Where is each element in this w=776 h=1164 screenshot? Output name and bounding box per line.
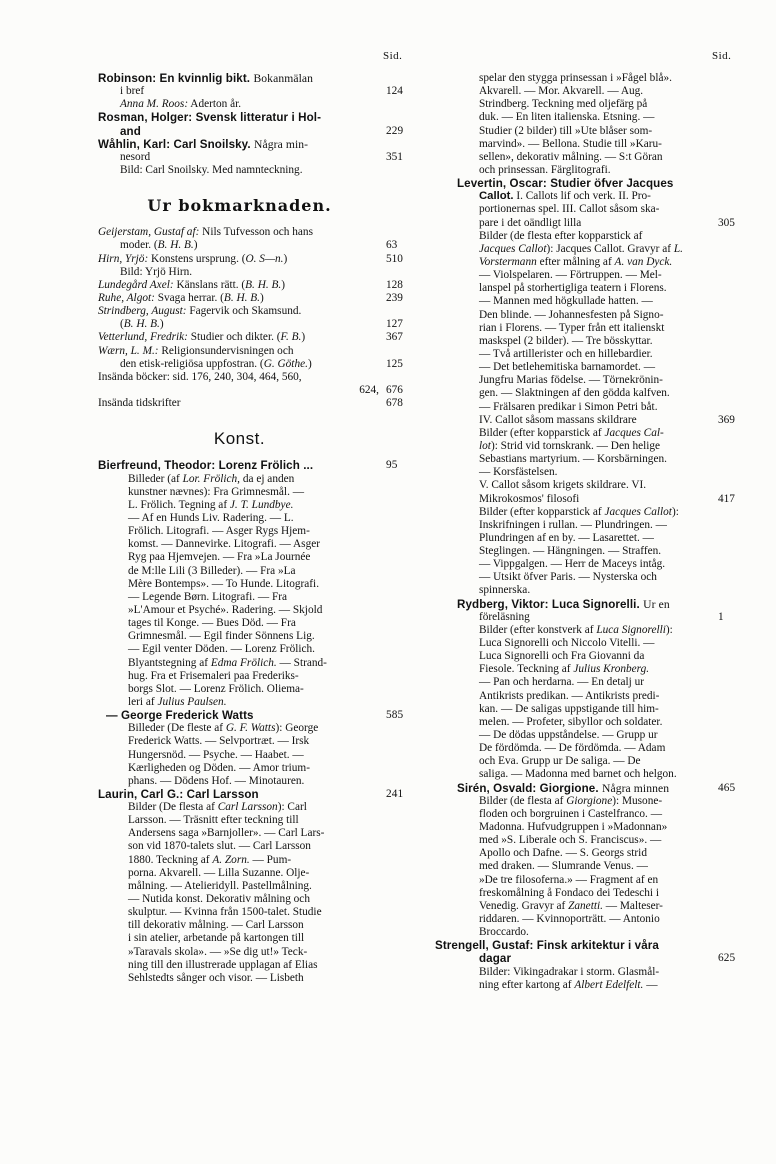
entry-line: Kærligheden og Döden. — Amor trium- (128, 761, 310, 774)
entry-line: och Eva. Grupp ur De saliga. — De (479, 755, 641, 768)
entry-line: son vid 1870-talets slut. — Carl Larsson (128, 840, 311, 853)
entry-line: Antikrists predikan. — Antikrists predi- (479, 689, 660, 702)
entry-line: maskspel (2 bilder). — Tre bösskyttar. (479, 334, 653, 347)
entry-line: portionernas spel. III. Callot såsom ska- (479, 203, 660, 216)
entry-line: freskomålning å Fondaco dei Tedeschi i (479, 886, 660, 899)
entry-line: moder. (B. H. B.) 63 (120, 239, 398, 252)
entry-line: Jungfru Marias födelse. — Törnekrönin- (479, 374, 663, 387)
entry-line: Ryg paa Hjemvejen. — Fra »La Journée (128, 551, 311, 564)
entry-line: Luca Signorelli och Fra Giovanni da (479, 650, 645, 663)
entry-line: Bilder (efter kopparstick af Jacques Callot): (479, 505, 679, 518)
entry-line: Billeder (af Lor. Frölich, da ej anden (128, 472, 295, 485)
entry-line: Steglingen. — Hängningen. — Straffen. (479, 545, 662, 558)
entry-line: Hirn, Yrjö: Konstens ursprung. (O. S—n.) 510 (98, 252, 403, 265)
page-number: 128 (386, 278, 403, 291)
entry-line: Mikrokosmos' filosofi 417 (479, 492, 735, 505)
entry-line: Bilder: Vikingadrakar i storm. Glasmål- (479, 965, 660, 978)
entry-line: gen. — Slaktningen af den gödda kalfven. (479, 387, 670, 400)
page-number: 239 (386, 291, 403, 304)
entry-line: 624, 676 (359, 383, 403, 396)
entry-heading: Rydberg, Viktor: Luca Signorelli. Ur en (457, 597, 670, 611)
entry-line: skulptur. — Kvinna från 1500-talet. Studie (128, 906, 322, 919)
page-number: 351 (386, 150, 403, 163)
entry-line: — Legende Børn. Litografi. — Fra (128, 590, 288, 603)
entry-line: sellen», dekorativ målning. — S:t Göran (479, 150, 663, 163)
entry-line: målning. — Atelieridyll. Pastellmålning. (128, 879, 312, 892)
entry-line: Geijerstam, Gustaf af: Nils Tufvesson och hans (98, 226, 313, 239)
entry-line: föreläsning 1 (479, 610, 724, 623)
entry-line: Anna M. Roos: Aderton år. (120, 98, 242, 111)
entry-line: Bild: Yrjö Hirn. (120, 265, 193, 278)
entry-line: phans. — Dödens Hof. — Minotauren. (128, 774, 305, 787)
entry-heading: Sirén, Osvald: Giorgione. Några minnen 465 (457, 781, 736, 795)
entry-line: — Frälsaren predikar i Simon Petri båt. (479, 400, 658, 413)
entry-line: Akvarell. — Mor. Akvarell. — Aug. (479, 85, 644, 98)
entry-line: Frederick Watts. — Selvportræt. — Irsk (128, 735, 310, 748)
entry-line: Grimnesmål. — Egil finder Sönnens Lig. (128, 630, 315, 643)
entry-line: Callot. I. Callots lif och verk. II. Pro- (479, 190, 651, 203)
entry-line: — Violspelaren. — Förtruppen. — Mel- (479, 269, 662, 282)
entry-line: Frölich. Litografi. — Asger Rygs Hjem- (128, 525, 310, 538)
entry-line: Ruhe, Algot: Svaga herrar. (B. H. B.) 239 (98, 291, 403, 304)
entry-line: Bilder (de flesta af Giorgione): Musone- (479, 794, 663, 807)
entry-line: Mère Bontemps». — To Hunde. Litografi. (128, 577, 320, 590)
entry-line: Bild: Carl Snoilsky. Med namnteckning. (120, 163, 303, 176)
page-number: 676 (386, 383, 403, 396)
entry-line: (B. H. B.) 127 (120, 318, 403, 331)
entry-line: Bilder (efter konstverk af Luca Signorelli): (479, 623, 673, 636)
entry-line: komst. — Dannevirke. Litografi. — Asger (128, 538, 321, 551)
entry-heading: Wåhlin, Karl: Carl Snoilsky. Några min- (98, 137, 309, 151)
entry-line: Madonna. Hufvudgruppen i »Madonnan» (479, 821, 668, 834)
entry-line: Wærn, L. M.: Religionsundervisningen och (98, 344, 294, 357)
entry-line: Venedig. Gravyr af Zanetti. — Malteser- (479, 899, 663, 912)
entry-heading: Robinson: En kvinnlig bikt. Bokanmälan (98, 72, 314, 85)
page-number: 369 (718, 413, 735, 426)
entry-line: nesord 351 (120, 150, 403, 163)
entry-line: Plundringen af en by. — Lasarettet. — (479, 531, 654, 544)
page-number: 125 (386, 357, 403, 370)
entry-line: till dekorativ målning. — Carl Larsson (128, 919, 304, 932)
entry-line: den etisk-religiösa uppfostran. (G. Göthe.) 125 (120, 357, 403, 370)
page-number: 678 (386, 397, 403, 410)
entry-line: borgs Slot. — Lorenz Frölich. Oliema- (128, 682, 304, 695)
entry-line: saliga. — Madonna med barnet och helgon. (479, 768, 677, 781)
entry-line: tages til Konge. — Bues Död. — Fra (128, 617, 296, 630)
entry-line: kunstner nævnes): Fra Grimnesmål. — (128, 485, 305, 498)
page-number: 95 (386, 459, 398, 472)
page-number: 305 (718, 216, 735, 229)
entry-line: spelar den stygga prinsessan i »Fågel blå». (479, 72, 672, 84)
entry-line: ning efter kartong af Albert Edelfelt. — (479, 978, 658, 991)
entry-line: Strindberg. Teckning med oljefärg på (479, 98, 648, 111)
page-number: 465 (718, 781, 736, 794)
page-number: 63 (386, 239, 398, 252)
entry-line: »Taravals skola». — »Se dig ut!» Teck- (128, 945, 308, 958)
page-number: 229 (386, 124, 404, 137)
entry-line: Lundegård Axel: Känslans rätt. (B. H. B.) 128 (98, 278, 403, 291)
entry-heading: — George Frederick Watts 585 (106, 709, 404, 723)
entry-line: marvind». — Bellona. Studie till »Karu- (479, 137, 662, 150)
page-number: 625 (718, 952, 736, 965)
entry-line: — Nutida konst. Dekorativ målning och (128, 893, 310, 906)
entry-line: lot): Strid vid tornskrank. — Den helige (479, 439, 661, 452)
entry-heading: Strengell, Gustaf: Finsk arkitektur i våra (435, 939, 659, 953)
entry-line: — Af en Hunds Liv. Radering. — L. (128, 511, 294, 524)
entry-line: Jacques Callot): Jacques Callot. Gravyr af L. (479, 242, 683, 255)
entry-line: — Det betlehemitiska barnamordet. — (479, 361, 655, 374)
entry-line: L. Frölich. Tegning af J. T. Lundbye. (128, 498, 294, 511)
entry-line: ning till den illustrerade upplagan af Elias (128, 958, 318, 971)
entry-line: Studier (2 bilder) till »Ute blåser som- (479, 124, 653, 137)
entry-line: — Vippgalgen. — Herr de Maceys intåg. (479, 558, 666, 571)
entry-line: i sin atelier, arbetande på kartongen till (128, 932, 305, 945)
entry-line: Bilder (de flesta efter kopparstick af (479, 229, 643, 242)
section-heading: Konst. (213, 429, 266, 449)
entry-line: »L'Amour et Psyché». Radering. — Skjold (128, 603, 323, 616)
entry-line: and 229 (120, 124, 404, 138)
entry-heading: Laurin, Carl G.: Carl Larsson 241 (98, 787, 404, 801)
page-number: 585 (386, 709, 404, 722)
entry-line: V. Callot såsom krigets skildrare. VI. (479, 479, 647, 492)
entry-line: 1880. Teckning af A. Zorn. — Pum- (128, 853, 292, 866)
entry-line: lanspel på storhertigliga teatern i Florens. (479, 282, 667, 295)
entry-line: Strindberg, August: Fagervik och Skamsund. (98, 305, 302, 318)
entry-line: — Utsikt öfver Paris. — Nysterska och (479, 571, 657, 584)
entry-line: Billeder (De fleste af G. F. Watts): George (128, 722, 319, 735)
entry-line: IV. Callot såsom massans skildrare 369 (479, 413, 735, 426)
page-number: 367 (386, 331, 403, 344)
left-column (98, 72, 404, 985)
entry-line: porna. Akvarell. — Lilla Suzanne. Olje- (128, 866, 310, 879)
page-number: 127 (386, 318, 403, 331)
page-number: 417 (718, 492, 735, 505)
entry-line: och prinsessan. Färglitografi. (479, 163, 611, 176)
page-ref-header-right: Sid. (712, 50, 732, 62)
entry-line: med draken. — Slumrande Venus. — (479, 860, 648, 873)
entry-line: melen. — Profeter, sibyllor och soldater. (479, 715, 663, 728)
entry-line: — Två artillerister och en hillebardier. (479, 347, 653, 360)
entry-line: Blyantstegning af Edma Frölich. — Strand- (128, 656, 327, 669)
entry-line: Insända tidskrifter 678 (98, 397, 403, 410)
entry-line: »De tre filosoferna.» — Fragment af en (479, 873, 659, 886)
entry-line: hug. Fra et Frisemaleri paa Frederiks- (128, 669, 299, 682)
page-number: 510 (386, 252, 403, 265)
entry-line: — Korsfästelsen. (479, 466, 558, 479)
entry-line: de M:lle Lili (3 Billeder). — Fra »La (128, 564, 296, 577)
entry-line: Andersens saga »Barnjoller». — Carl Lars- (128, 827, 325, 840)
entry-line: De fördömda. — De fördömda. — Adam (479, 742, 666, 755)
entry-line: Vetterlund, Fredrik: Studier och dikter. (F. B.) 367 (98, 331, 403, 344)
entry-line: Vorstermann efter målning af A. van Dyck. (479, 255, 673, 268)
entry-line: i bref 124 (120, 85, 403, 98)
entry-line: Den blinde. — Johannesfesten på Signo- (479, 308, 664, 321)
entry-line: dagar 625 (479, 952, 736, 966)
right-column (435, 72, 736, 992)
entry-line: — De dödas uppståndelse. — Grupp ur (479, 729, 658, 742)
entry-line: riddaren. — Kvinnoporträtt. — Antonio (479, 913, 660, 925)
entry-line: Apollo och Dafne. — S. Georgs strid (479, 847, 647, 860)
entry-line: kan. — De saligas uppstigande till him- (479, 702, 659, 715)
entry-line: Inskrifningen i rullan. — Plundringen. — (479, 518, 667, 531)
entry-line: Insända böcker: sid. 176, 240, 304, 464, 560, (98, 370, 302, 383)
entry-line: duk. — En liten italienska. Etsning. — (479, 111, 655, 124)
entry-line: Bilder (De flesta af Carl Larsson): Carl (128, 801, 307, 814)
entry-line: — Pan och herdarna. — En detalj ur (479, 676, 645, 689)
entry-line: Hungersnöd. — Psyche. — Haabet. — (128, 748, 304, 761)
page-number: 241 (386, 787, 404, 800)
entry-line: pare i det oändligt lilla 305 (479, 216, 735, 229)
page-ref-header-left: Sid. (383, 50, 403, 62)
page-number: 1 (718, 610, 724, 623)
entry-line: Bilder (efter kopparstick af Jacques Cal- (479, 426, 664, 439)
entry-line: rian i Florens. — Typer från ett italienskt (479, 321, 665, 334)
entry-heading: Rosman, Holger: Svensk litteratur i Hol- (98, 111, 322, 125)
entry-line: — Mannen med högkullade hatten. — (479, 295, 653, 308)
entry-line: leri af Julius Paulsen. (128, 695, 227, 708)
entry-line: Broccardo. (479, 926, 529, 939)
page-number: 124 (386, 85, 403, 98)
entry-line: med »S. Liberale och S. Franciscus». — (479, 834, 662, 847)
section-heading: Ur bokmarknaden. (147, 196, 332, 216)
entry-heading: Bierfreund, Theodor: Lorenz Frölich ... 95 (98, 459, 398, 473)
entry-heading: Levertin, Oscar: Studier öfver Jacques (457, 177, 674, 191)
entry-line: Fiesole. Teckning af Julius Kronberg. (479, 663, 650, 676)
entry-line: floden och borgruinen i Castelfranco. — (479, 807, 663, 820)
entry-line: Sehlstedts sånger och visor. — Lisbeth (128, 971, 304, 984)
entry-line: — Egil venter Döden. — Lorenz Frölich. (128, 643, 315, 656)
entry-line: spinnerska. (479, 584, 531, 597)
entry-line: Larsson. — Träsnitt efter teckning till (128, 814, 299, 827)
entry-line: Sebastians martyrium. — Korsbärningen. (479, 453, 667, 466)
entry-line: Luca Signorelli och Niccolo Vitelli. — (479, 637, 655, 650)
